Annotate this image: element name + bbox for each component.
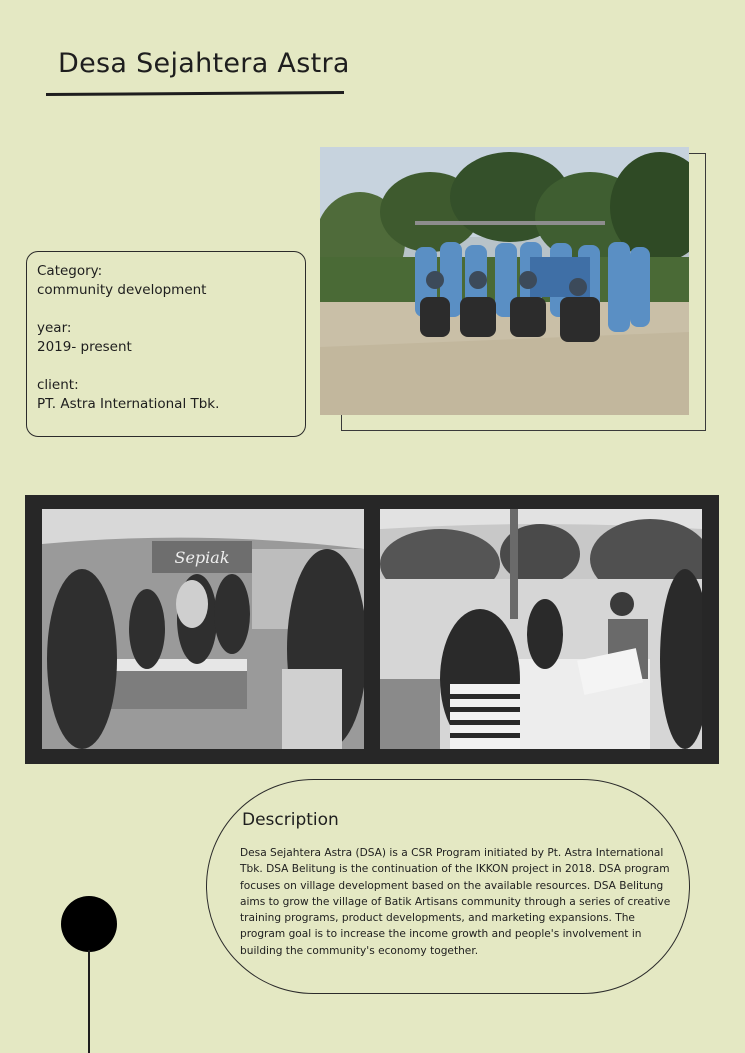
client-value: PT. Astra International Tbk.: [37, 396, 220, 412]
year-value: 2019- present: [37, 339, 132, 355]
client-label: client:: [37, 377, 79, 393]
decorative-line: [88, 950, 90, 1053]
outdoor-presentation-photo: [380, 509, 702, 749]
project-info-box: [26, 251, 306, 437]
page-title: Desa Sejahtera Astra: [58, 48, 350, 79]
group-photo: [320, 147, 689, 415]
decorative-dot: [61, 896, 117, 952]
year-label: year:: [37, 320, 72, 336]
workshop-photo: [42, 509, 364, 749]
sign-text: Sepiak: [174, 548, 230, 567]
description-body: Desa Sejahtera Astra (DSA) is a CSR Program initiated by Pt. Astra International Tbk. DSA Belitung is the continuation of the IKKON project in 2018. DSA program focuses on village development based on the available resources. DSA Belitung aims to grow the village of Batik Artisans community through a series of creative training programs, product developments, and marketing expansions. The program goal is to increase the income growth and people's involvement in building the community's economy together.: [240, 847, 671, 957]
description-heading: Description: [242, 810, 339, 830]
category-label: Category:: [37, 263, 103, 279]
title-underline: [46, 91, 344, 96]
category-value: community development: [37, 282, 207, 298]
